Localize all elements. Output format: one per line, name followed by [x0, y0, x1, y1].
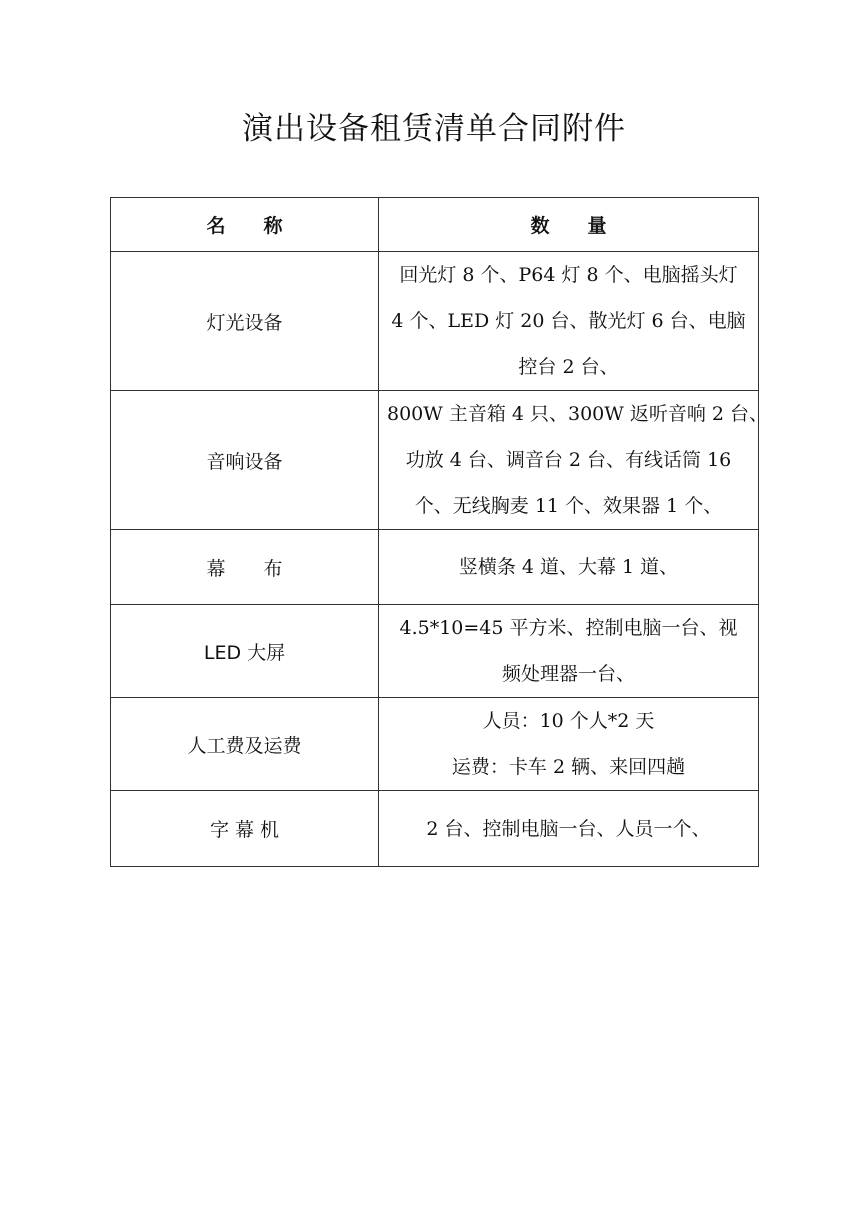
quantity-line: 回光灯 8 个、P64 灯 8 个、电脑摇头灯: [399, 264, 738, 286]
table-row-curtain: [111, 530, 759, 605]
quantity-line: 800W 主音箱 4 只、300W 返听音响 2 台、: [387, 403, 769, 425]
table-header-row: [111, 198, 759, 252]
row-quantity-cell: [379, 698, 759, 791]
table-row-subtitle-machine: [111, 791, 759, 867]
equipment-table: [110, 197, 769, 867]
quantity-line: 控台 2 台、: [518, 356, 619, 378]
row-name-cell: 灯光设备: [111, 252, 379, 391]
row-name-cell: 字 幕 机: [111, 791, 379, 867]
quantity-line: 2 台、控制电脑一台、人员一个、: [426, 817, 711, 840]
row-name-cell: 人工费及运费: [111, 698, 379, 791]
quantity-line: 4 个、LED 灯 20 台、散光灯 6 台、电脑: [391, 310, 746, 332]
row-quantity-cell: [379, 791, 759, 867]
quantity-line: 竖横条 4 道、大幕 1 道、: [458, 556, 679, 578]
table-row-audio: [111, 391, 759, 530]
row-name-cell: LED 大屏: [111, 605, 379, 698]
quantity-line: 个、无线胸麦 11 个、效果器 1 个、: [414, 495, 723, 517]
table-row-lighting: [111, 252, 759, 391]
row-quantity-cell: [379, 530, 759, 605]
table-row-led-screen: [111, 605, 759, 698]
quantity-line: 功放 4 台、调音台 2 台、有线话筒 16: [405, 449, 732, 471]
row-name-cell: 幕 布: [111, 530, 379, 605]
row-quantity-cell: [379, 252, 759, 391]
page-title: 演出设备租赁清单合同附件: [242, 111, 626, 147]
quantity-line: 4.5*10=45 平方米、控制电脑一台、视: [399, 617, 738, 639]
row-name-cell: 音响设备: [111, 391, 379, 530]
quantity-line: 运费：卡车 2 辆、来回四趟: [451, 756, 686, 778]
table-row-labor-transport: [111, 698, 759, 791]
row-quantity-cell: [379, 391, 769, 530]
quantity-line: 人员：10 个人*2 天: [482, 710, 655, 732]
header-quantity: 数 量: [379, 198, 759, 252]
header-name: 名 称: [111, 198, 379, 252]
quantity-line: 频处理器一台、: [501, 663, 635, 685]
row-quantity-cell: [379, 605, 759, 698]
